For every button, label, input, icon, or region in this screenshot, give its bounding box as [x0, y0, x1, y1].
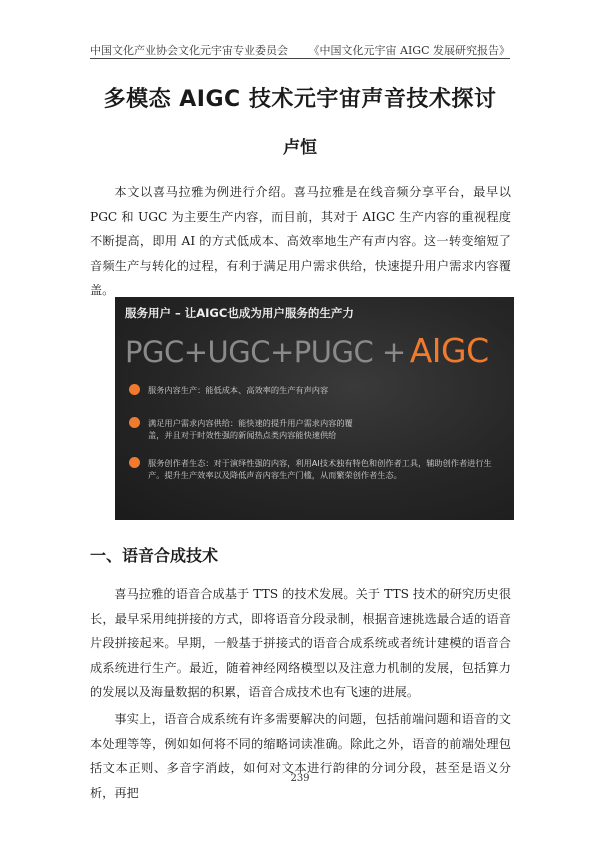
- body-paragraph: 喜马拉雅的语音合成基于 TTS 的技术发展。关于 TTS 技术的研究历史很长，最早采用纯拼接的方式，即将语音分段录制，根据音速挑选最合适的语音片段拼接起来。早期，一般基于拼接式的语音合成系统或者统计建模的语音合成系统进行生产。最近，随着神经网络模型以及注意力机制的发展，包括算力的发展以及海量数据的积累，语音合成技术也有飞速的进展。: [90, 587, 511, 699]
- section-heading: 一、语音合成技术: [90, 546, 219, 565]
- header-right-text: 《中国文化元宇宙 AIGC 发展研究报告》: [308, 44, 510, 57]
- formula-main: PGC+UGC+PUGC +: [125, 335, 406, 369]
- body-paragraph: 事实上，语音合成系统有许多需要解决的问题，包括前端问题和语音的文本处理等等，例如如何将不同的缩略词读准确。除此之外，语音的前端处理包括文本正则、多音字消歧，如何对文本进行韵律的分词分段，甚至是语义分析，再把: [90, 712, 511, 800]
- figure-item-text: 服务内容生产：能低成本、高效率的生产有声内容: [148, 385, 329, 395]
- bulb-icon: [129, 384, 140, 395]
- figure-item: [129, 457, 498, 481]
- header-left-text: 中国文化产业协会文化元宇宙专业委员会: [90, 44, 288, 57]
- figure-item-text: 满足用户需求内容供给：能快速的提升用户需求内容的覆盖，并且对于时效性强的新闻热点类内容能快速供给: [148, 418, 353, 440]
- intro-paragraph: 本文以喜马拉雅为例进行介绍。喜马拉雅是在线音频分享平台，最早以 PGC 和 UGC 为主要生产内容，而目前，其对于 AIGC 生产内容的重视程度不断提高，即用 AI 的方式低成本、高效率地生产有声内容。这一转变缩短了音频生产与转化的过程，有利于满足用户需求供给，快速提升用户需求内容覆盖。: [90, 185, 511, 297]
- running-header: [90, 40, 510, 59]
- page-number: 239: [290, 773, 310, 784]
- target-icon: [129, 417, 140, 428]
- grid-icon: [129, 457, 140, 468]
- aigc-slide-figure: [115, 297, 514, 520]
- figure-item: [129, 384, 478, 396]
- article-title: 多模态 AIGC 技术元宇宙声音技术探讨: [103, 87, 497, 112]
- formula-accent: AIGC: [409, 331, 489, 370]
- author-name: 卢恒: [283, 138, 317, 158]
- figure-title: 服务用户 – 让AIGC也成为用户服务的生产力: [125, 306, 354, 320]
- figure-item-text: 服务创作者生态：对于演绎性强的内容，利用AI技术独有特色和创作者工具，辅助创作者进行生产。提升生产效率以及降低声音内容生产门槛，从而繁荣创作者生态。: [148, 458, 492, 480]
- figure-item: [129, 417, 368, 441]
- figure-formula: [125, 331, 489, 370]
